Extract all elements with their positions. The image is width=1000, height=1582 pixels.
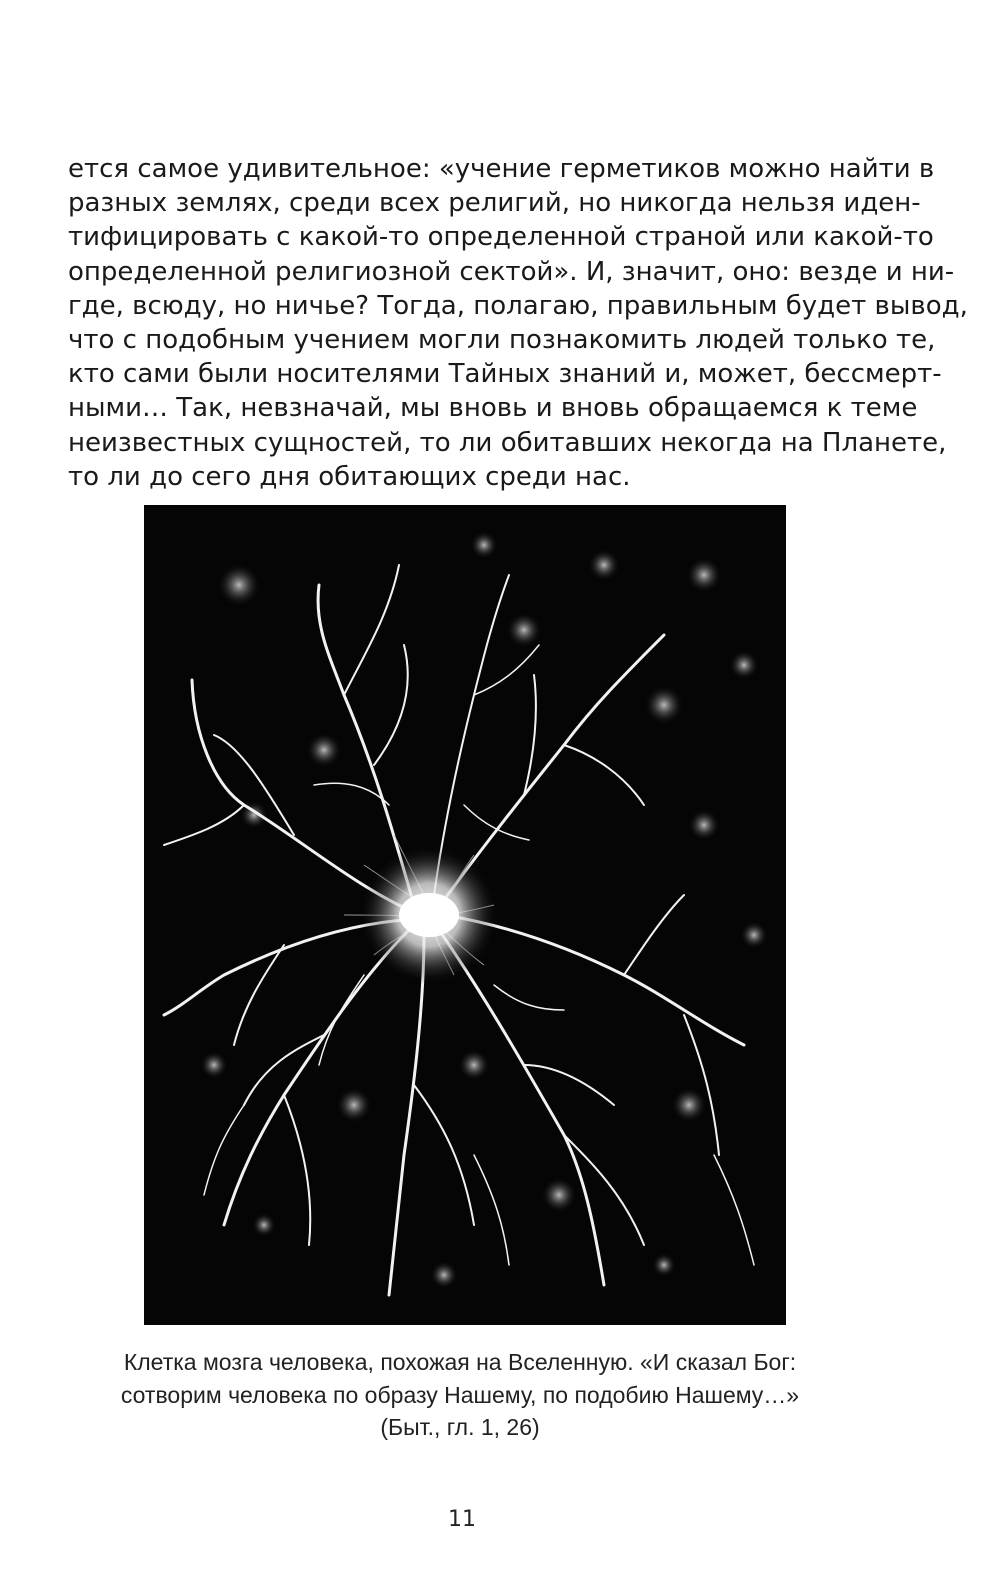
body-paragraph — [68, 152, 968, 494]
text-line: ными… Так, невзначай, мы вновь и вновь обращаемся к теме — [68, 393, 918, 424]
figure-caption — [90, 1346, 830, 1444]
page-number: 11 — [448, 1507, 476, 1532]
caption-line: сотворим человека по образу Нашему, по подобию Нашему…» — [120, 1381, 800, 1408]
caption-line: (Быт., гл. 1, 26) — [380, 1414, 540, 1440]
text-line: где, всюду, но ничье? Тогда, полагаю, правильным будет вывод, — [68, 290, 968, 321]
text-line: ется самое удивительное: «учение герметиков можно найти в — [68, 154, 935, 184]
neuron-photo — [144, 505, 786, 1325]
text-line: определенной религиозной сектой». И, значит, оно: везде и ни- — [68, 256, 955, 287]
neuron-illustration — [144, 505, 786, 1325]
text-line: тифицировать с какой-то определенной страной или какой-то — [68, 222, 934, 253]
text-line: разных землях, среди всех религий, но никогда нельзя иден- — [68, 188, 921, 219]
text-line: неизвестных сущностей, то ли обитавших некогда на Планете, — [68, 427, 947, 458]
caption-line: Клетка мозга человека, похожая на Вселенную. «И сказал Бог: — [123, 1349, 797, 1375]
text-line: что с подобным учением могли познакомить людей только те, — [68, 324, 936, 355]
text-line: то ли до сего дня обитающих среди нас. — [68, 461, 631, 492]
cell-body — [359, 845, 499, 985]
text-line: кто сами были носителями Тайных знаний и, может, бессмерт- — [68, 359, 942, 390]
